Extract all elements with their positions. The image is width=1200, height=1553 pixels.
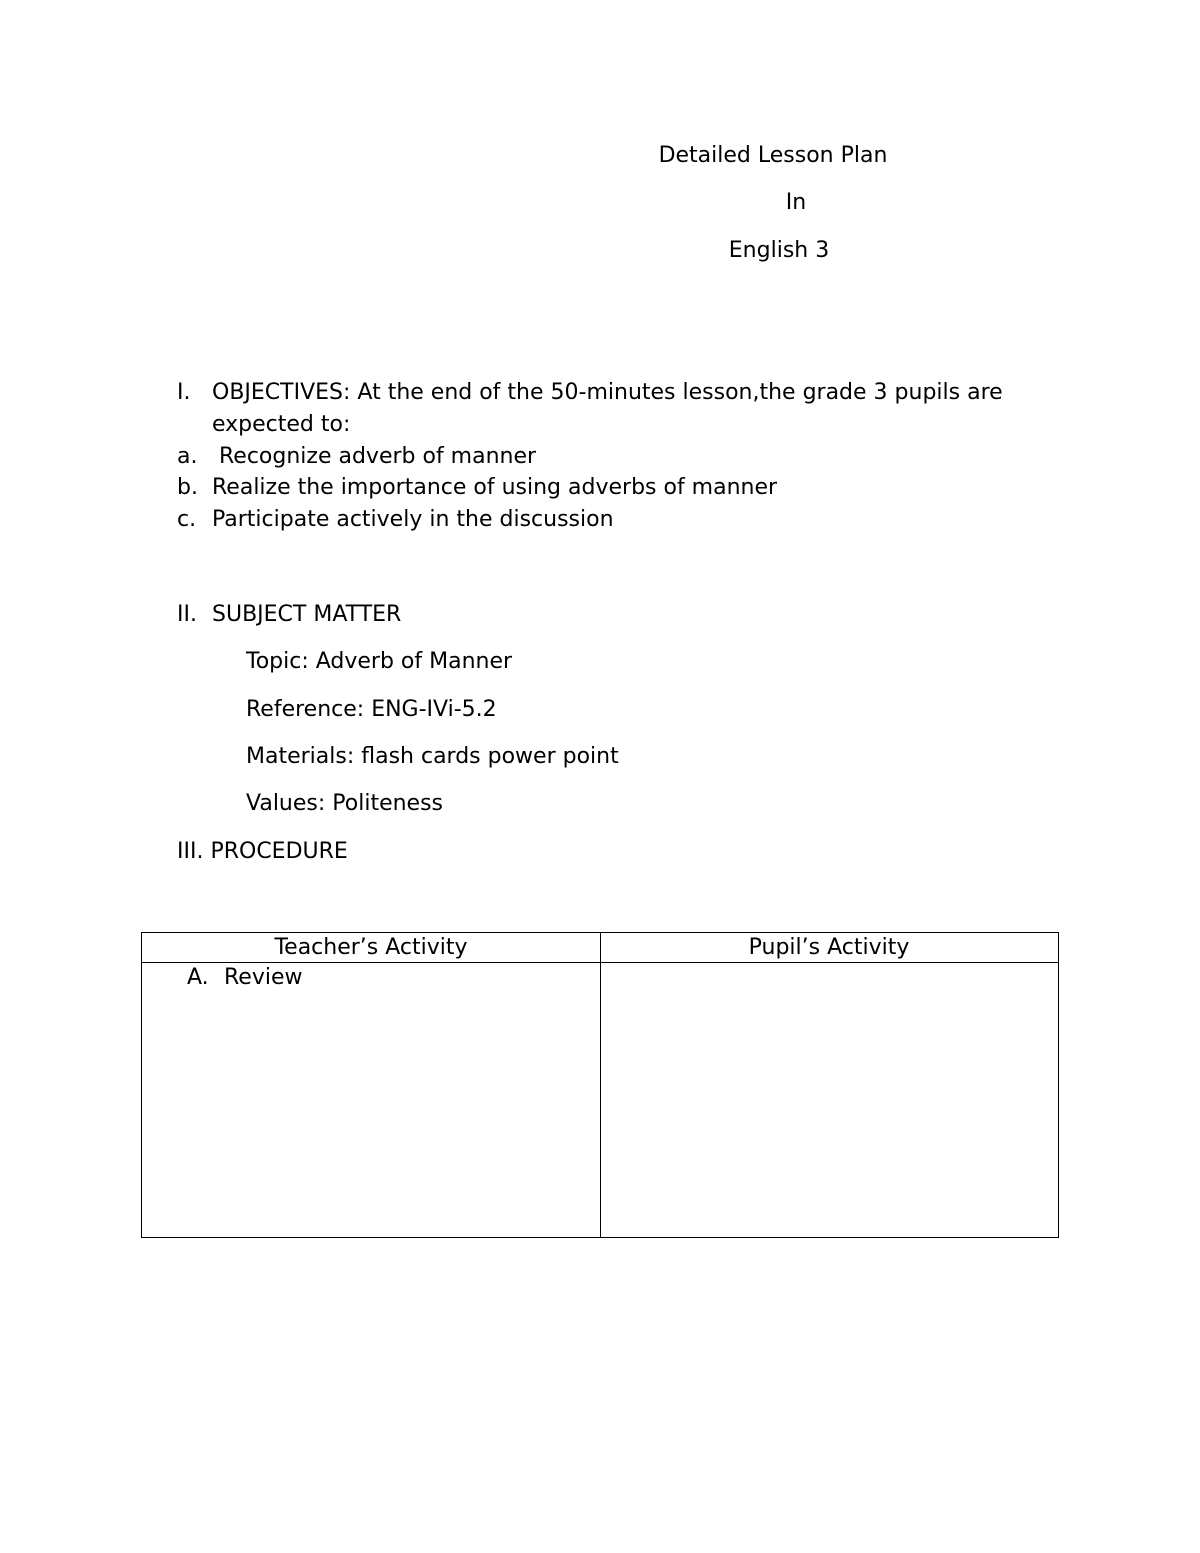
objectives-numeral: I. xyxy=(177,380,191,405)
document-title-in: In xyxy=(785,190,807,215)
teacher-item-review: Review xyxy=(224,965,303,990)
document-subject: English 3 xyxy=(728,238,830,263)
objectives-heading: OBJECTIVES: At the end of the 50-minutes lesson,the grade 3 pupils are xyxy=(212,380,1003,405)
objective-marker-b: b. xyxy=(177,475,198,500)
subject-matter-heading: SUBJECT MATTER xyxy=(212,602,402,627)
table-column-divider xyxy=(600,933,601,1237)
objectives-heading-cont: expected to: xyxy=(212,412,351,437)
teacher-item-marker: A. xyxy=(187,965,209,990)
procedure-table xyxy=(141,932,1059,1238)
table-header-divider xyxy=(142,962,1058,963)
table-header-teacher: Teacher’s Activity xyxy=(274,935,468,960)
subject-topic: Topic: Adverb of Manner xyxy=(246,649,513,674)
subject-reference: Reference: ENG-IVi-5.2 xyxy=(246,697,497,722)
document-title: Detailed Lesson Plan xyxy=(658,143,888,168)
objective-item-c: Participate actively in the discussion xyxy=(212,507,614,532)
objective-marker-a: a. xyxy=(177,444,198,469)
procedure-heading: III. PROCEDURE xyxy=(177,839,348,864)
objective-marker-c: c. xyxy=(177,507,197,532)
subject-matter-numeral: II. xyxy=(177,602,197,627)
objective-item-a: Recognize adverb of manner xyxy=(212,444,537,469)
table-header-pupil: Pupil’s Activity xyxy=(748,935,910,960)
objective-item-b: Realize the importance of using adverbs of manner xyxy=(212,475,778,500)
subject-values: Values: Politeness xyxy=(246,791,444,816)
subject-materials: Materials: flash cards power point xyxy=(246,744,619,769)
